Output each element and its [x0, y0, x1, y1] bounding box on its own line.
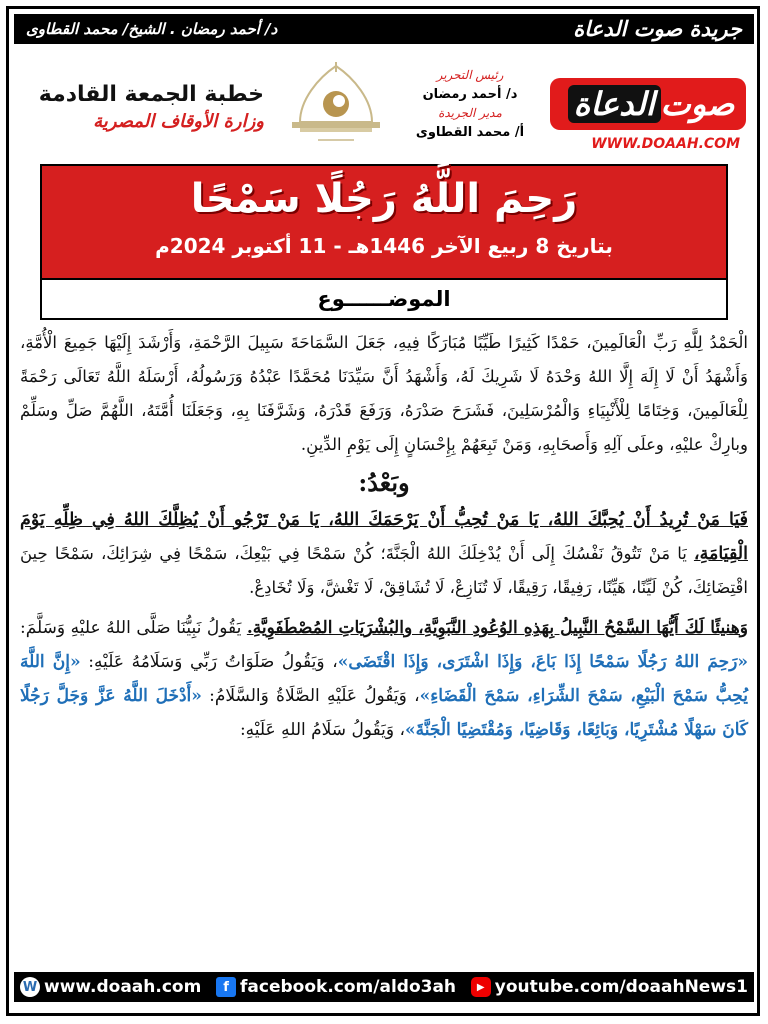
ministry-emblem-icon [278, 60, 394, 152]
logo-wordmark [550, 78, 746, 130]
khutba-heading [34, 82, 264, 132]
footer-facebook[interactable] [216, 977, 456, 997]
sermon-title: رَحِمَ اللَّهُ رَجُلًا سَمْحًا [190, 176, 578, 222]
footer-bar [14, 972, 754, 1002]
editors-block [400, 66, 540, 142]
hadith-quote-2: «إِنَّ اللَّهَ يُحِبُّ سَمْحَ الْبَيْعِ، سَمْحَ الشِّرَاءِ، سَمْحَ الْقَضَاءِ» [20, 652, 748, 706]
third-paragraph-a: يَقُولُ نَبِيُّنَا صَلَّى اللهُ عليْهِ وَسَلَّمَ: [20, 618, 247, 638]
wabad-heading: وبَعْدُ: [358, 468, 410, 497]
footer-website[interactable] [20, 977, 201, 997]
third-paragraph-b: ، وَيَقُولُ صَلَوَاتُ رَبِّي وَسَلَامُهُ عَلَيْهِ: [80, 652, 338, 672]
footer-youtube[interactable] [471, 977, 748, 997]
top-banner [14, 14, 754, 44]
second-paragraph-rest: يَا مَنْ تَتُوقُ نَفْسُكَ إِلَى أَنْ يُدْخِلَكَ اللهُ الْجَنَّةَ؛ كُنْ سَمْحًا فِي بَيْعِكَ، سَمْحًا فِي شِرَائِكَ، سَمْحًا حِينَ اقْتِضَائِكَ، كُنْ لَيِّنًا، هَيِّنًا، رَفِيقًا، رَقِيقًا، لَا تُنَازِعْ، لَا تُشَاقِقْ، لَا تَغْشَّ، وَلَا تُخَادِعْ. [20, 544, 748, 597]
youtube-link[interactable]: youtube.com/doaahNews1 [494, 977, 748, 997]
authors-line: د/ أحمد رمضان . الشيخ/ محمد القطاوى [26, 20, 278, 38]
manager-role: مدير الجريدة [438, 106, 502, 120]
third-paragraph [20, 611, 748, 747]
facebook-link[interactable]: facebook.com/aldo3ah [240, 977, 457, 997]
sermon-date: بتاريخ 8 ربيع الآخر 1446هـ - 11 أكتوبر 2024م [155, 234, 613, 258]
logo-word-1: صوت [660, 85, 735, 123]
ministry-name: وزارة الأوقاف المصرية [93, 111, 264, 132]
youtube-icon: ▶ [471, 977, 491, 997]
khutba-title: خطبة الجمعة القادمة [38, 82, 264, 107]
sermon-body [20, 326, 748, 747]
manager-name: أ/ محمد القطاوى [415, 125, 525, 140]
header [14, 52, 754, 160]
website-link[interactable]: www.doaah.com [44, 977, 202, 997]
wordpress-icon: W [20, 977, 40, 997]
logo-word-2: الدعاة [568, 85, 661, 123]
editor-chief-role: رئيس التحرير [436, 68, 504, 82]
third-paragraph-d: ، وَيَقُولُ سَلَامُ اللهِ عَلَيْهِ: [239, 720, 406, 740]
second-paragraph [20, 503, 748, 605]
editor-chief-name: د/ أحمد رمضان [422, 87, 518, 102]
hadith-quote-1: «رَحِمَ اللهُ رَجُلًا سَمْحًا إِذَا بَاعَ، وَإِذَا اشْتَرَى، وَإِذَا اقْتَضَى» [337, 652, 749, 672]
third-paragraph-heading: وَهنيئًا لَكَ أَيُّهَا السَّمْحُ النَّبِيلُ بِهَذِهِ الوُعُودِ النَّبَوِيَّةِ، والبُشْرَيَاتِ المُصْطَفَوِيَّةِ. [246, 618, 748, 638]
newspaper-name: جريدة صوت الدعاة [573, 17, 742, 41]
second-paragraph-bold: فَيَا مَنْ تُرِيدُ أَنْ يُحِبَّكَ اللهُ، يَا مَنْ تُحِبُّ أَنْ يَرْحَمَكَ اللهُ، يَا مَنْ تَرْجُو أَنْ يُظِلَّكَ اللهُ فِي ظِلِّهِ يَوْمَ الْقِيَامَةِ، [20, 510, 748, 564]
third-paragraph-c: ، وَيَقُولُ عَلَيْهِ الصَّلَاةُ وَالسَّلَامُ: [201, 686, 420, 706]
sermon-title-box [40, 164, 728, 280]
hadith-quote-3: «أَدْخَلَ اللَّهُ عَزَّ وَجَلَّ رَجُلًا كَانَ سَهْلًا مُشْتَرِيًا، وَبَائِعًا، وَقَاضِيًا، وَمُقْتَضِيًا الْجَنَّةَ» [20, 686, 748, 740]
newspaper-logo[interactable] [550, 70, 746, 166]
logo-url[interactable]: WWW.DOAAH.COM [591, 136, 740, 152]
intro-paragraph: الْحَمْدُ لِلَّهِ رَبِّ الْعَالَمِينَ، حَمْدًا كَثِيرًا طَيِّبًا مُبَارَكًا فِيهِ، جَعَلَ السَّمَاحَةَ سَبِيلَ الرَّحْمَةِ، وَأَرْشَدَ إِلَيْهَا جَمِيعَ الْأُمَّةِ، وَأَشْهَدُ أَنْ لَا إِلَهَ إِلَّا اللهُ وَحْدَهُ لَا شَرِيكَ لَهُ، وَأَشْهَدُ أَنَّ سَيِّدَنَا مُحَمَّدًا عَبْدُهُ وَرَسُولُهُ، أَرْسَلَهُ اللَّهُ تَعَالَى رَحْمَةً لِلْعَالَمِينَ، وَخِتَامًا لِلْأَنْبِيَاءِ وَالْمُرْسَلِينَ، فَشَرَحَ صَدْرَهُ، وَرَفَعَ قَدْرَهُ، وَشَرَّفَنَا بِهِ، وَجَعَلَنَا أُمَّتَهُ، اللَّهُمَّ صَلِّ وسَلِّمْ وبارِكْ عليْهِ، وعلَى آلِهِ وَأَصحَابِهِ، وَمَنْ تَبِعَهُمْ بِإِحْسَانٍ إِلَى يَوْمِ الدِّينِ. [20, 333, 748, 454]
topic-label: الموضــــــوع [40, 280, 728, 320]
facebook-icon: f [216, 977, 236, 997]
